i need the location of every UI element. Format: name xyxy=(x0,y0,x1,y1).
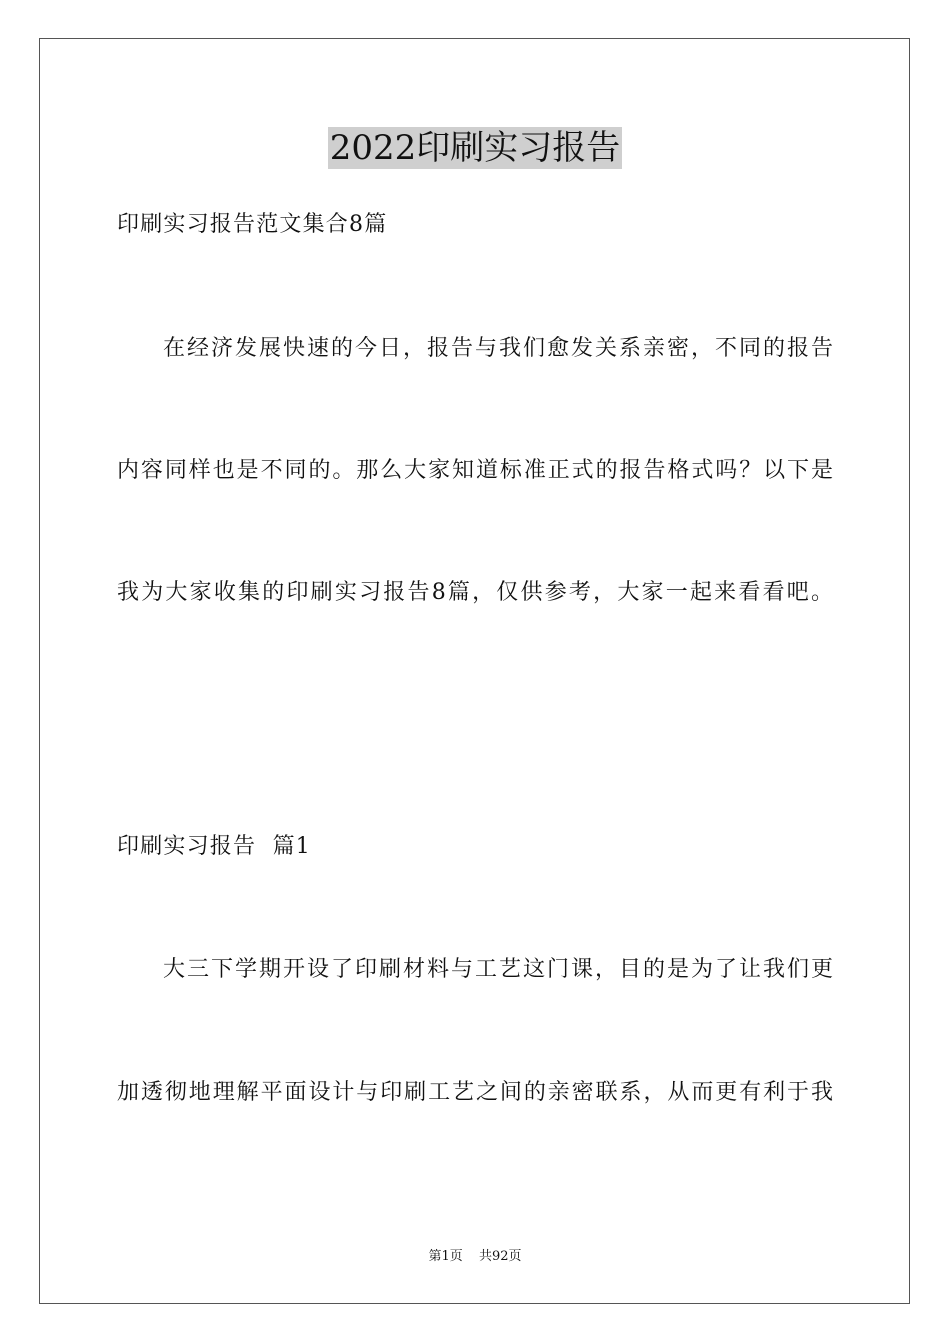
document-subtitle: 印刷实习报告范文集合8篇 xyxy=(117,212,388,237)
section-line-2: 加透彻地理解平面设计与印刷工艺之间的亲密联系，从而更有利于我 xyxy=(117,1080,833,1105)
section-heading: 印刷实习报告 篇1 xyxy=(117,834,311,859)
title-container xyxy=(0,127,950,169)
total-pages: 共92页 xyxy=(478,1249,522,1264)
intro-line-2: 内容同样也是不同的。那么大家知道标准正式的报告格式吗？以下是 xyxy=(117,458,833,483)
document-title: 2022印刷实习报告 xyxy=(329,128,621,168)
intro-line-1: 在经济发展快速的今日，报告与我们愈发关系亲密，不同的报告 xyxy=(163,336,833,361)
page-number: 第1页 xyxy=(428,1249,463,1264)
intro-line-3: 我为大家收集的印刷实习报告8篇，仅供参考，大家一起来看看吧。 xyxy=(117,580,833,605)
section-line-1: 大三下学期开设了印刷材料与工艺这门课，目的是为了让我们更 xyxy=(163,957,833,982)
page-footer xyxy=(0,1248,950,1266)
